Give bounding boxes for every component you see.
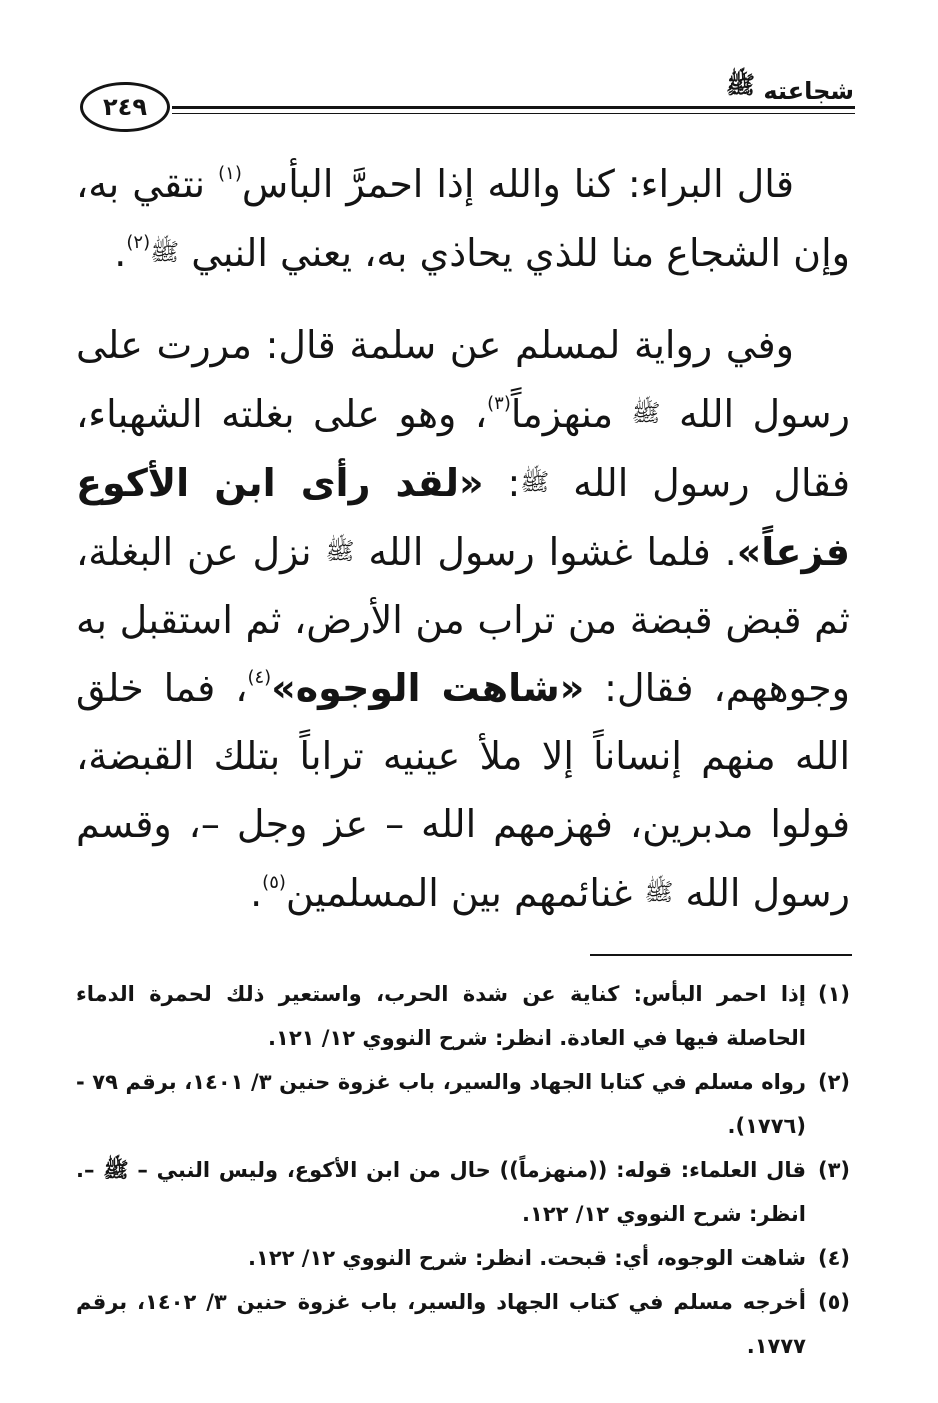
main-text bbox=[76, 150, 850, 927]
text-span: نتقي به، وإن الشجاع منا للذي يحاذي به، يعني النبي bbox=[76, 162, 850, 275]
paragraph-1 bbox=[76, 150, 850, 287]
header-rule-thin bbox=[172, 113, 855, 114]
running-title bbox=[726, 70, 854, 105]
footnotes bbox=[76, 972, 850, 1368]
footnote-number: (٥) bbox=[817, 1290, 850, 1314]
footnote-text: شاهت الوجوه، أي: قبحت. انظر: شرح النووي ١٢/ ١٢٢. bbox=[248, 1246, 806, 1270]
header-rule-thick bbox=[172, 106, 855, 109]
footnote-text: إذا احمر البأس: كناية عن شدة الحرب، واستعير ذلك لحمرة الدماء الحاصلة فيها في العادة. انظر: شرح النووي ١٢/ ١٢١. bbox=[76, 982, 806, 1050]
footnote-text: أخرجه مسلم في كتاب الجهاد والسير، باب غزوة حنين ٣/ ١٤٠٢، برقم ١٧٧٧. bbox=[76, 1290, 806, 1358]
footnote-marker-5: (٥) bbox=[262, 872, 286, 893]
text-span: وفي رواية لمسلم عن سلمة قال: مررت على رسول الله bbox=[76, 323, 850, 436]
footnote-marker-1: (١) bbox=[218, 163, 242, 184]
footnote-number: (٢) bbox=[817, 1070, 850, 1094]
text-span: غنائمهم بين المسلمين bbox=[285, 871, 645, 915]
text-span: ، وهو على بغلته الشهباء، فقال رسول الله bbox=[76, 392, 850, 505]
page-header bbox=[0, 0, 938, 140]
footnote-separator bbox=[590, 954, 852, 956]
footnote-1 bbox=[76, 972, 850, 1060]
text-span: قال البراء: كنا والله إذا احمرَّ البأس bbox=[241, 162, 794, 206]
paragraph-2 bbox=[76, 311, 850, 927]
page-number-badge bbox=[80, 82, 170, 132]
footnote-text: رواه مسلم في كتابا الجهاد والسير، باب غزوة حنين ٣/ ١٤٠١، برقم ٧٩ -(١٧٧٦). bbox=[76, 1070, 806, 1138]
text-span: . bbox=[114, 231, 127, 275]
text-span: ، فما خلق الله منهم إنساناً إلا ملأ عينيه تراباً بتلك القبضة، فولوا مدبرين، فهزمهم الله – عز وجل –، وقسم رسول الله bbox=[76, 666, 850, 915]
honorific-symbol: ﷺ bbox=[725, 71, 755, 99]
honorific-symbol: ﷺ bbox=[520, 468, 550, 496]
text-span: . فلما غشوا رسول الله bbox=[354, 530, 737, 574]
footnote-number: (٤) bbox=[817, 1246, 850, 1270]
footnote-marker-4: (٤) bbox=[247, 667, 272, 688]
footnote-marker-2: (٢) bbox=[126, 232, 151, 253]
footnote-5 bbox=[76, 1280, 850, 1368]
footnote-text: قال العلماء: قوله: ((منهزماً)) حال من ابن الأكوع، وليس النبي – ﷺ –. انظر: شرح النووي ١٢/ ١٢٢. bbox=[76, 1158, 806, 1226]
footnote-2 bbox=[76, 1060, 850, 1148]
text-span: . bbox=[250, 871, 263, 915]
footnote-number: (٣) bbox=[817, 1158, 850, 1182]
hadith-quote: «شاهت الوجوه» bbox=[271, 666, 585, 710]
honorific-symbol: ﷺ bbox=[631, 399, 661, 427]
text-span: نزل عن البغلة، ثم قبض قبضة من تراب من الأرض، ثم استقبل به وجوههم، فقال: bbox=[76, 530, 850, 710]
hadith-quote: «لقد رأى ابن الأكوع فزعاً» bbox=[76, 461, 850, 574]
page-number: ٢٤٩ bbox=[103, 93, 147, 121]
honorific-symbol: ﷺ bbox=[644, 878, 674, 906]
text-span: : bbox=[483, 461, 521, 505]
footnote-marker-3: (٣) bbox=[487, 393, 511, 414]
text-span: منهزماً bbox=[510, 392, 632, 436]
footnote-4 bbox=[76, 1236, 850, 1280]
honorific-symbol: ﷺ bbox=[325, 537, 355, 565]
running-title-text: شجاعته bbox=[763, 77, 854, 105]
footnote-3 bbox=[76, 1148, 850, 1236]
honorific-symbol: ﷺ bbox=[150, 238, 180, 266]
footnote-number: (١) bbox=[817, 982, 850, 1006]
